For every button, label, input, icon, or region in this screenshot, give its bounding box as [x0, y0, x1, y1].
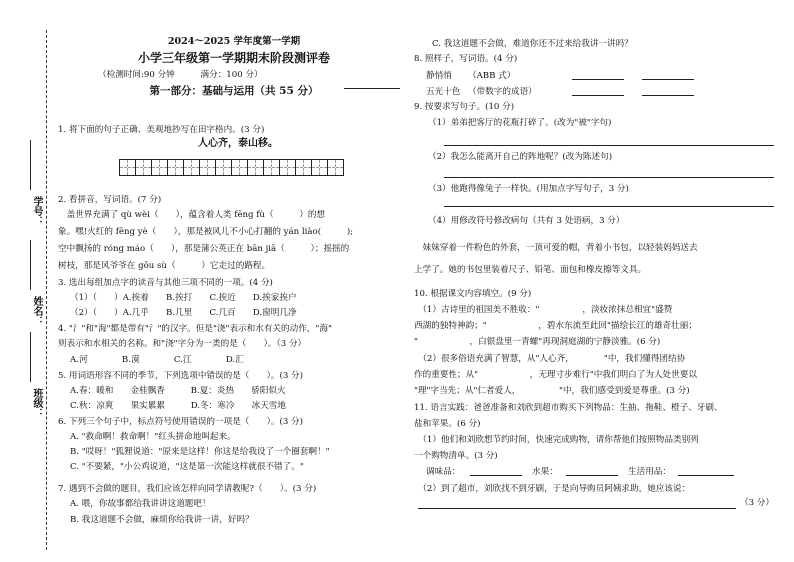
q10-line: 作的重要性；从" ，无理寸步难行"中我们明白了为人处世要以 [414, 370, 697, 380]
q8-word: 静悄悄 [426, 71, 452, 81]
q9-paragraph: 妹妹穿着一件粉色的外套，一顶可爱的帽，背着小书包，以轻装妈妈送去 [414, 243, 698, 253]
grid-cell[interactable] [151, 159, 168, 176]
class-field[interactable] [30, 332, 31, 382]
q2-line: 树枝，那是风爷爷在 gōu sù（ ）它走过的路程。 [58, 261, 271, 271]
q9-paragraph: 上学了。她的书包里装着尺子、铅笔、面包和橡皮擦等文具。 [414, 265, 647, 275]
category-seasoning: 调味品： [426, 467, 461, 477]
name-field[interactable] [30, 240, 31, 290]
grid-cell[interactable] [135, 159, 152, 176]
q9-prompt: 9. 按要求写句子。(10 分) [414, 102, 515, 112]
q3-row: （2）（ ）A.几乎 B.几里 C.几百 D.窗明几净 [70, 308, 297, 318]
q2-line: 空中飘扬的 róng máo（ ），那是蒲公英正在 bān jiā（ ）；摇摇的 [58, 244, 350, 254]
q11-line: 盐和苹果。(6 分) [414, 419, 481, 429]
q11-line: 一个购物清单。(3 分) [414, 451, 498, 461]
class-label: 班级： [31, 388, 42, 418]
q10-line: "理"字当先；从"仁者爱人， "中，我们感受到爱是尊重。(3 分) [414, 386, 690, 396]
q9-item: （2）我怎么能离开自己的阵地呢？(改为陈述句) [428, 152, 613, 162]
q10-line: （1）古诗里的祖国美不胜收：" ，淡妆浓抹总相宜"盛赞 [414, 305, 673, 315]
q5-prompt: 5. 用词语形容不同的季节，下列选项中错误的是（ ）。(3 分) [58, 371, 303, 381]
q8-answer-blank[interactable] [642, 70, 694, 80]
category-fruit: 水果： [532, 467, 558, 477]
q2-line: 盖世界充满了 qù wèi（ ），蕴含着人类 fēng fù（ ）的想 [58, 210, 326, 220]
grid-cell[interactable] [263, 159, 280, 176]
q10-prompt: 10. 根据课文内容填空。(9 分) [414, 289, 532, 299]
q8-word: 五光十色 [426, 87, 461, 97]
grid-cell[interactable] [279, 159, 296, 176]
q10-line: （2）很多俗语充满了智慧，从"人心齐， "中，我们懂得团结协 [414, 354, 686, 364]
exam-info: （检测时间:90 分钟 满分：100 分） [98, 70, 263, 80]
grid-cell[interactable] [231, 159, 248, 176]
q8-hint: （ABB 式） [468, 71, 516, 81]
q1-prompt: 1. 将下面的句子正确、美观地抄写在田字格内。(3 分) [58, 125, 265, 135]
q3-prompt: 3. 选出每组加点字的读音与其他三项不同的一项。(4 分) [58, 278, 273, 288]
q8-hint: （带数字的成语） [468, 87, 537, 97]
q7-prompt: 7. 遇到不会做的题目，我们应该怎样向同学请教呢?（ ）。(3 分) [58, 484, 317, 494]
grid-cell[interactable] [311, 159, 328, 176]
q1-sentence: 人心齐，泰山移。 [198, 138, 278, 149]
q8-answer-blank[interactable] [572, 86, 624, 96]
q9-item: （4）用修改符号修改病句（共有 3 处语病，3 分） [428, 216, 625, 226]
q2-line: 象。嘿!火红的 fēng yè（ ），那是被风儿不小心打翻的 yán liào( ); [58, 227, 354, 237]
fruit-blank[interactable] [566, 466, 618, 476]
daily-blank[interactable] [678, 466, 734, 476]
q10-line: 西湖的独特神韵；" ，碧水东流至此回"描绘长江的雄奇壮丽； [414, 321, 697, 331]
name-label: 姓名： [31, 296, 42, 326]
q4-line: 4. "氵"和"海"都是带有"氵"的汉字。但是"浇"表示和水有关的动作，"海" [58, 324, 332, 334]
grid-cell[interactable] [247, 159, 264, 176]
q11-answer-line[interactable] [418, 508, 736, 509]
category-daily: 生活用品： [628, 467, 671, 477]
q6-row: A. "救命啊！救命啊！"红头拼命地叫起来。 [70, 432, 236, 442]
q5-row: A.春：暖和 金桂飘香 B.夏：炎热 骄阳似火 [70, 386, 286, 396]
fold-line [46, 30, 47, 550]
seasoning-blank[interactable] [470, 466, 522, 476]
grid-cell[interactable] [199, 159, 216, 176]
grid-cell[interactable] [119, 159, 136, 176]
student-id-field[interactable] [30, 140, 31, 190]
q11-item2: （2）到了超市，刘欣找不到牙刷，于是向导购员阿姨求助，她应该说： [414, 484, 691, 494]
binding-margin [0, 0, 58, 562]
q4-options: A.河 B.漠 C.江 D.汇 [70, 355, 244, 365]
term-heading: 2024～2025 学年度第一学期 [167, 36, 301, 47]
q11-score: （3 分） [740, 498, 774, 508]
grid-cell[interactable] [183, 159, 200, 176]
q5-row: C.秋：凉爽 果实累累 D.冬：寒冷 冰天雪地 [70, 401, 286, 411]
q9-answer-line[interactable] [444, 206, 774, 207]
q9-answer-line[interactable] [444, 145, 774, 146]
q9-answer-line[interactable] [444, 177, 774, 178]
q6-prompt: 6. 下列三个句子中，标点符号使用错误的一项是（ ）。(3 分) [58, 417, 303, 427]
q8-prompt: 8. 照样子，写词语。(4 分) [414, 54, 518, 64]
q6-row: C. "不要紧，"小公鸡说道，"这是第一次能这样就很不错了。" [70, 462, 304, 472]
q7-option-c: C. 我这道题不会做，难道你还不过来给我讲一讲吗？ [432, 39, 633, 49]
q11-line: （1）他们和刘欣想节约时间，快速完成购物，请你帮他们按照物品类别列 [414, 435, 699, 445]
q8-answer-blank[interactable] [642, 86, 694, 96]
grid-cell[interactable] [327, 159, 344, 176]
section-title: 第一部分：基础与运用（共 55 分） [149, 85, 319, 97]
q10-line: " ，白银盘里一青螺"再现洞庭湖的宁静淡雅。(6 分) [414, 337, 661, 347]
grid-cell[interactable] [295, 159, 312, 176]
q8-answer-blank[interactable] [572, 70, 624, 80]
q7-row: A. 喂，你故事都给我讲讲这道题吧！ [70, 499, 211, 509]
q4-line: 则表示和水相关的名称。和"浇"字分为一类的是（ ）。（3 分） [58, 339, 307, 349]
q7-row: B. 我这道题不会做，麻烦你给我讲一讲，好吗？ [70, 515, 254, 525]
q11-line: 11. 语言实践：爸爸准备和刘欣到超市购买下列物品：生抽、拖鞋、橙子、牙刷、 [414, 403, 723, 413]
q9-item: （1）弟弟把客厅的花瓶打碎了。(改为"被"字句) [428, 118, 612, 128]
grid-cell[interactable] [167, 159, 184, 176]
exam-title: 小学三年级第一学期期末阶段测评卷 [137, 51, 330, 65]
tianzige-grid[interactable] [120, 159, 344, 176]
q9-item: （3）他跑得像兔子一样快。(用加点字写句子，3 分) [428, 184, 629, 194]
q2-prompt: 2. 看拼音，写词语。(7 分) [58, 195, 162, 205]
q6-row: B. "哎呀！"狐狸说道："原来是这样！你这是给我设了一个圈套啊！" [70, 447, 330, 457]
student-id-label: 学号： [31, 196, 42, 226]
q3-row: （1）（ ）A.挨着 B.挨打 C.挨近 D.挨家挨户 [70, 293, 297, 303]
grid-cell[interactable] [215, 159, 232, 176]
